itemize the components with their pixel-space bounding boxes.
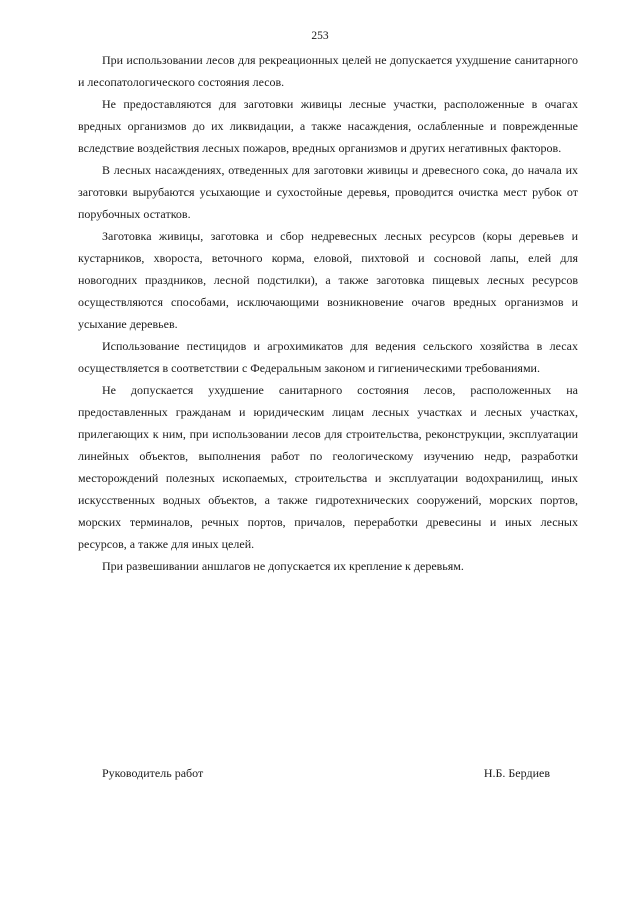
paragraph-resin-plots: Не предоставляются для заготовки живицы лесные участки, расположенные в очагах вредных организмов до их ликвидации, а также насаждения, ослабленные и поврежденные вследствие воздействия лесных пожаров, вредных организмов и других негативных факторов. [78,97,578,155]
paragraph-signboards: При развешивании аншлагов не допускается их крепление к деревьям. [102,559,464,573]
page-number: 253 [311,30,329,42]
paragraph-non-timber-resources: Заготовка живицы, заготовка и сбор недревесных лесных ресурсов (коры деревьев и кустарников, хвороста, веточного корма, еловой, пихтовой и сосновой лапы, елей для новогодних праздников, лесной подстилки), а также заготовка пищевых лесных ресурсов осуществляются способами, исключающими возникновение очагов вредных организмов и усыхание деревьев. [78,229,578,331]
paragraph-pesticides: Использование пестицидов и агрохимикатов для ведения сельского хозяйства в лесах осуществляется в соответствии с Федеральным законом и гигиеническими требованиями. [78,339,578,375]
paragraph-sanitary-state: Не допускается ухудшение санитарного состояния лесов, расположенных на предоставленных гражданам и юридическим лицам лесных участках и лесных участках, прилегающих к ним, при использовании лесов для строительства, реконструкции, эксплуатации линейных объектов, выполнения работ по геологическому изучению недр, разработки месторождений полезных ископаемых, строительства и эксплуатации водохранилищ, иных искусственных водных объектов, а также гидротехнических сооружений, морских портов, морских терминалов, речных портов, причалов, переработки древесины и иных лесных ресурсов, а также для иных целей. [78,383,578,551]
signature-name: Н.Б. Бердиев [483,766,550,780]
paragraph-recreation: При использовании лесов для рекреационных целей не допускается ухудшение санитарного и лесопатологического состояния лесов. [78,53,578,89]
document-body [78,49,578,577]
signature-block [78,762,578,784]
signature-role: Руководитель работ [102,766,204,780]
paragraph-resin-sap-clearing: В лесных насаждениях, отведенных для заготовки живицы и древесного сока, до начала их заготовки вырубаются усыхающие и сухостойные деревья, проводится очистка мест рубок от порубочных остатков. [78,163,578,221]
